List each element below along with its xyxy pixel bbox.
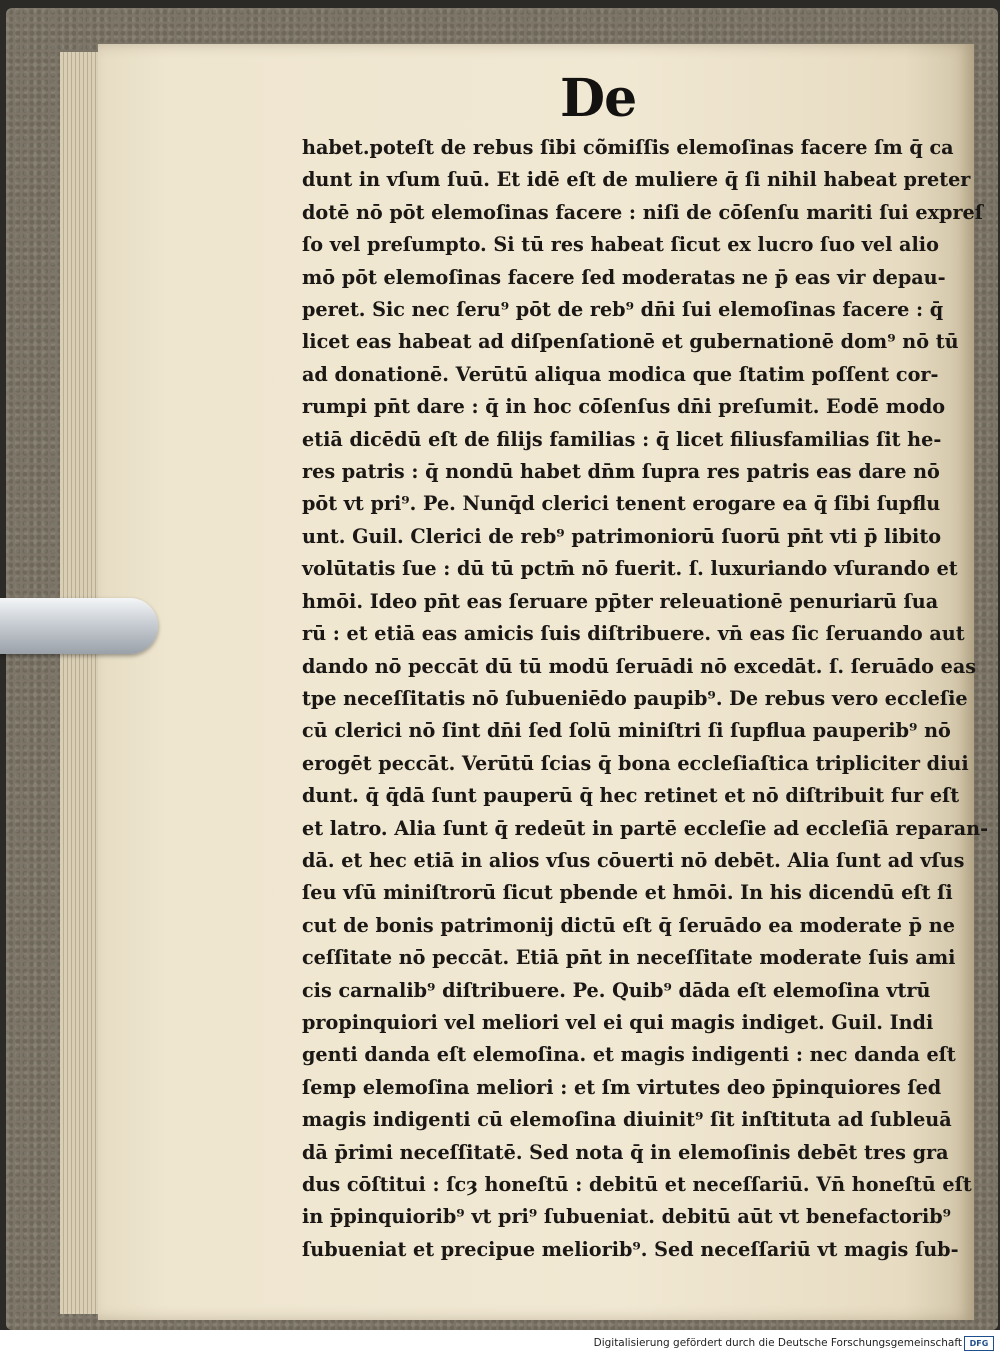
digitization-credit: Digitalisierung gefördert durch die Deutsche Forschungsgemeinschaft [593, 1337, 962, 1349]
text-line: cis carnalib⁹ diſtribuere. Pe. Quib⁹ dāda eſt elemoſina vtrū [302, 978, 931, 1002]
text-line: in p̄pinquiorib⁹ vt pri⁹ ſubueniat. debitū aūt vt benefactorib⁹ [302, 1205, 952, 1229]
text-line: peret. Sic nec ſeru⁹ pōt de reb⁹ dn̄i ſui elemoſinas facere : q̄ [302, 298, 944, 322]
text-line: ceſſitate nō peccāt. Etiā pn̄t in neceſſitate moderate ſuis ami [302, 946, 956, 970]
text-line: dā p̄rimi neceſſitatē. Sed nota q̄ in elemoſinis debēt tres gra [302, 1140, 949, 1164]
text-line: volūtatis ſue : dū tū pctm̄ nō fuerit. ſ. luxuriando vſurando et [302, 557, 958, 581]
text-line: dotē nō pōt elemoſinas facere : niſi de cōſenſu mariti ſui expreſ [302, 200, 984, 224]
text-line: ad donationē. Verūtū aliqua modica que ſtatim poſſent cor- [302, 362, 939, 386]
running-head: De [560, 68, 637, 129]
text-line: genti danda eſt elemoſina. et magis indigenti : nec danda eſt [302, 1043, 956, 1067]
text-line: dando nō peccāt dū tū modū ſeruādi nō excedāt. ſ. ſeruādo eas [302, 654, 977, 678]
text-line: cut de bonis patrimonij dictū eſt q̄ ſeruādo ea moderate p̄ ne [302, 913, 955, 937]
text-line: unt. Guil. Clerici de reb⁹ patrimoniorū ſuorū pn̄t vti p̄ libito [302, 524, 941, 548]
text-line: magis indigenti cū elemoſina diuinit⁹ ſit inſtituta ad ſubleuā [302, 1108, 952, 1132]
text-line: cū clerici nō ſint dn̄i ſed ſolū miniſtri ſi ſupflua pauperib⁹ nō [302, 719, 951, 743]
text-line: dus cōſtitui : ſcȝ honeſtū : debitū et neceſſariū. Vn̄ honeſtū eſt [302, 1173, 972, 1196]
text-line: rū : et etiā eas amicis ſuis diſtribuere. vn̄ eas ſic ſeruando aut [302, 622, 965, 646]
text-line: licet eas habeat ad diſpenſationē et gubernationē dom⁹ nō tū [302, 330, 959, 354]
text-line: dā. et hec etiā in alios vſus cōuerti nō debēt. Alia ſunt ad vſus [302, 848, 965, 872]
body-text [302, 132, 989, 1266]
text-line: dunt in vſum ſuū. Et idē eſt de muliere q̄ ſi nihil habeat preter [302, 168, 971, 192]
text-line: erogēt peccāt. Verūtū ſcias q̄ bona eccleſiaſtica tripliciter diui [302, 751, 969, 775]
text-line: et latro. Alia ſunt q̄ redeūt in partē eccleſie ad eccleſiā reparan- [302, 816, 989, 840]
text-line: ſubueniat et precipue meliorib⁹. Sed neceſſariū vt magis ſub- [302, 1237, 959, 1261]
text-line: ſemp elemoſina meliori : et ſm virtutes deo p̄pinquiores ſed [302, 1075, 942, 1099]
dfg-logo: DFG [964, 1336, 994, 1351]
text-line: dunt. q̄ q̄dā ſunt pauperū q̄ hec retinet et nō diſtribuit fur eſt [302, 784, 960, 808]
page-clip [0, 598, 158, 654]
text-line: habet.poteſt de rebus ſibi cõmiſſis elemoſinas facere ſm q̄ ca [302, 136, 954, 159]
text-line: rumpi pn̄t dare : q̄ in hoc cōſenſus dn̄i preſumit. Eodē modo [302, 395, 946, 419]
text-line: ſeu vſū miniſtrorū ſicut pbende et hmōi. In his dicendū eſt ſi [302, 881, 953, 905]
text-line: hmōi. Ideo pn̄t eas ſeruare pp̄ter releuationē penuriarū ſua [302, 589, 939, 613]
text-line: propinquiori vel meliori vel ei qui magis indiget. Guil. Indi [302, 1010, 934, 1034]
text-line: mō pōt elemoſinas facere ſed moderatas ne p̄ eas vir depau- [302, 265, 946, 289]
text-line: etiā dicēdū eſt de filijs familias : q̄ licet filiusfamilias ſit he- [302, 427, 942, 451]
text-line: ſo vel preſumpto. Si tū res habeat ſicut ex lucro ſuo vel alio [302, 233, 939, 257]
text-line: tpe neceſſitatis nō ſubueniēdo paupib⁹. De rebus vero eccleſie [302, 686, 968, 710]
text-line: res patris : q̄ nondū habet dn̄m ſupra res patris eas dare nō [302, 460, 940, 484]
text-line: pōt vt pri⁹. Pe. Nunq̄d clerici tenent erogare ea q̄ ſibi ſupflu [302, 492, 941, 516]
